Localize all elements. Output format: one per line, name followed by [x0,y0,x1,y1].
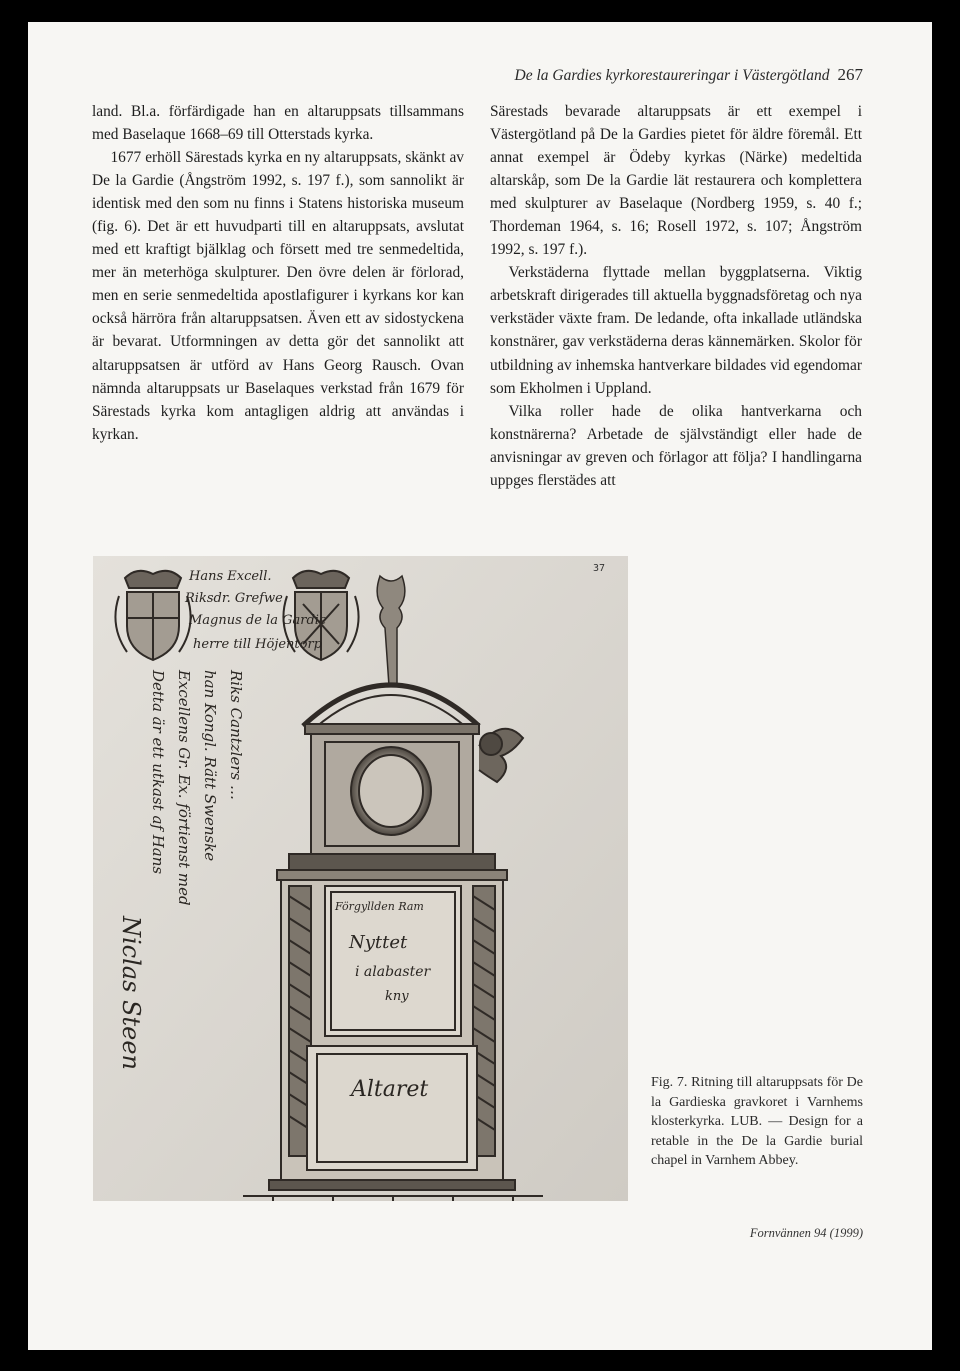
right-column [490,100,862,492]
vertical-line-1: Detta är ett utkast af Hans [149,670,167,875]
right-paragraph-2: Verkstäderna flyttade mellan byggplatserna. Viktig arbetskraft dirigerades till aktuella byggnadsföretag och nya verkstäder växte fram. De ledande, ofta inkallade utländska konstnärer, gav verkstäderna deras kännemärken. Skolor för utbildning av inhemska hantverkare bildades vid egendomar som Ekholmen i Uppland. [490,264,862,397]
left-paragraph-2: 1677 erhöll Särestads kyrka en ny altaruppsats, skänkt av De la Gardie (Ångström 1992, s. 197 f.), som sannolikt är identisk med den som nu finns i Statens historiska museum (fig. 6). Det är ett huvudparti till en altaruppsats, avslutat med ett kraftigt bjälklag och försett med tre senmedeltida, mer än meterhöga skulpturer. Den övre delen är förlorad, men en serie senmedeltida apostlafigurer i kyrkans kor kan också härröra från altaruppsatsen. Även ett av sidostyckena är bevarat. Utformningen av detta gör det sannolikt att altaruppsatsen är utförd av Hans Georg Rausch. Ovan nämnda altaruppsats ur Baselaques verkstad från 1679 för Särestads kyrka kom antagligen aldrig att användas i kyrkan. [92,149,464,443]
panel-text-1: Förgyllden Ram [335,900,424,913]
running-title: De la Gardies kyrkorestaureringar i Västergötland [514,67,830,84]
base-label: Altaret [351,1077,429,1102]
vertical-line-3: han Kongl. Rätt Swenske [201,670,219,862]
journal-footer: Fornvännen 94 (1999) [749,1226,863,1240]
figure-caption: Fig. 7. Ritning till altaruppsats för De la Gardieska gravkoret i Varnhems klosterkyrka. LUB. — Design for a retable in the De la Gardie burial chapel in Varnhem Abbey. [651,1075,863,1169]
top-line-2: Riksdr. Grefwe [185,591,283,606]
right-paragraph-1: Särestads bevarade altaruppsats är ett exempel i Västergötland på De la Gardies pietet för äldre föremål. Ett annat exempel är Ödeby kyrkas (Närke) medeltida altarskåp, som De la Gardie lät restaurera och komplettera med skulpturer av Baselaque (Nordberg 1959, s. 40 f.; Thordeman 1964, s. 16; Rosell 1972, s. 107; Ångström 1992, s. 197 f.). [490,103,862,259]
right-paragraph-3: Vilka roller hade de olika hantverkarna och konstnärerna? Arbetade de självständigt eller hade de anvisningar av greven och förlagor att följa? I handlingarna uppges flerstädes att [490,402,862,489]
left-paragraph-1: land. Bl.a. förfärdigade han en altaruppsats tillsammans med Baselaque 1668–69 till Otterstads kyrka. [92,103,464,144]
running-head [92,65,863,85]
left-column [92,100,464,446]
top-line-3: Magnus de la Gardie [189,613,327,628]
top-line-4: herre till Höjentorp [193,637,322,652]
page-number: 267 [837,65,863,84]
panel-text-4: kny [385,989,409,1004]
top-line-1: Hans Excell. [189,569,272,584]
altarpiece-drawing [93,556,628,1201]
panel-text-2: Nyttet [349,932,408,953]
altarpiece-drawing-figure [93,556,628,1201]
sheet-number: 37 [593,563,606,574]
vertical-line-2: Excellens Gr. Ex. förtienst med [175,670,193,906]
signature: Niclas Steen [117,916,145,1070]
vertical-line-4: Riks Cantzlers … [227,670,245,800]
panel-text-3: i alabaster [355,964,431,980]
